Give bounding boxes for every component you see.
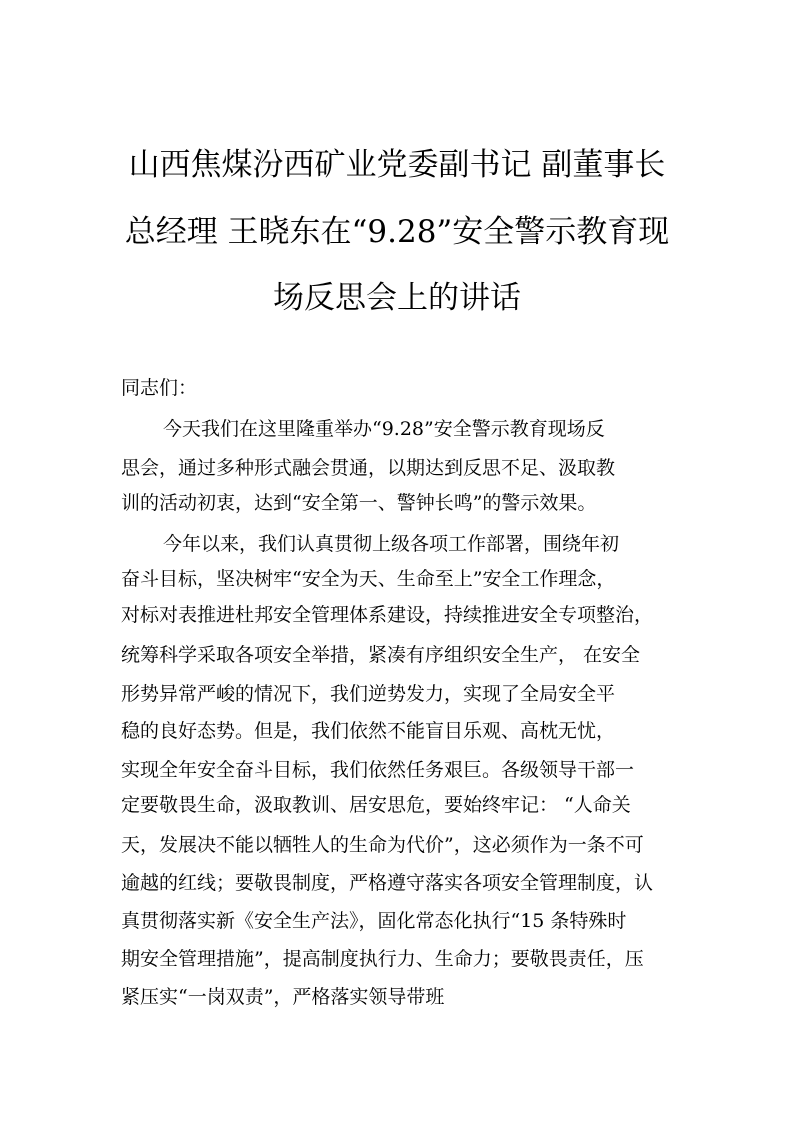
body-line: 训的活动初衷，达到“安全第一、警钟长鸣”的警示效果。 <box>121 492 597 514</box>
body-line: 实现全年安全奋斗目标，我们依然任务艰巨。各级领导干部一 <box>121 759 635 781</box>
body-line: 奋斗目标，坚决树牢“安全为天、生命至上”安全工作理念， <box>121 568 616 590</box>
document-title-line-3: 场反思会上的讲话 <box>273 280 521 316</box>
body-line: 形势异常严峻的情况下，我们逆势发力，实现了全局安全平 <box>121 683 616 705</box>
body-line: 期安全管理措施”，提高制度执行力、生命力；要敬畏责任，压 <box>121 948 644 970</box>
body-line: 天，发展决不能以牺牲人的生命为代价”，这必须作为一条不可 <box>121 834 644 856</box>
salutation: 同志们： <box>121 377 198 399</box>
document-title-line-2: 总经理 王晓东在“9.28”安全警示教育现 <box>124 214 670 250</box>
body-line: 定要敬畏生命，汲取教训、居安思危，要始终牢记： “人命关 <box>121 794 631 816</box>
body-line: 真贯彻落实新《安全生产法》，固化常态化执行“15 条特殊时 <box>121 910 627 932</box>
body-line: 稳的良好态势。但是，我们依然不能盲目乐观、高枕无忧， <box>121 720 616 742</box>
body-line: 今天我们在这里隆重举办“9.28”安全警示教育现场反 <box>163 418 605 440</box>
body-line: 紧压实“一岗双责”，严格落实领导带班 <box>121 986 445 1008</box>
body-line: 统筹科学采取各项安全举措，紧凑有序组织安全生产， 在安全 <box>121 644 641 666</box>
body-line: 逾越的红线；要敬畏制度，严格遵守落实各项安全管理制度，认 <box>121 872 654 894</box>
body-line: 今年以来，我们认真贯彻上级各项工作部署，围绕年初 <box>163 533 620 555</box>
body-line: 思会，通过多种形式融会贯通，以期达到反思不足、汲取教 <box>121 457 616 479</box>
document-title-line-1: 山西焦煤汾西矿业党委副书记 副董事长 <box>128 147 666 183</box>
body-line: 对标对表推进杜邦安全管理体系建设，持续推进安全专项整治， <box>121 604 654 626</box>
